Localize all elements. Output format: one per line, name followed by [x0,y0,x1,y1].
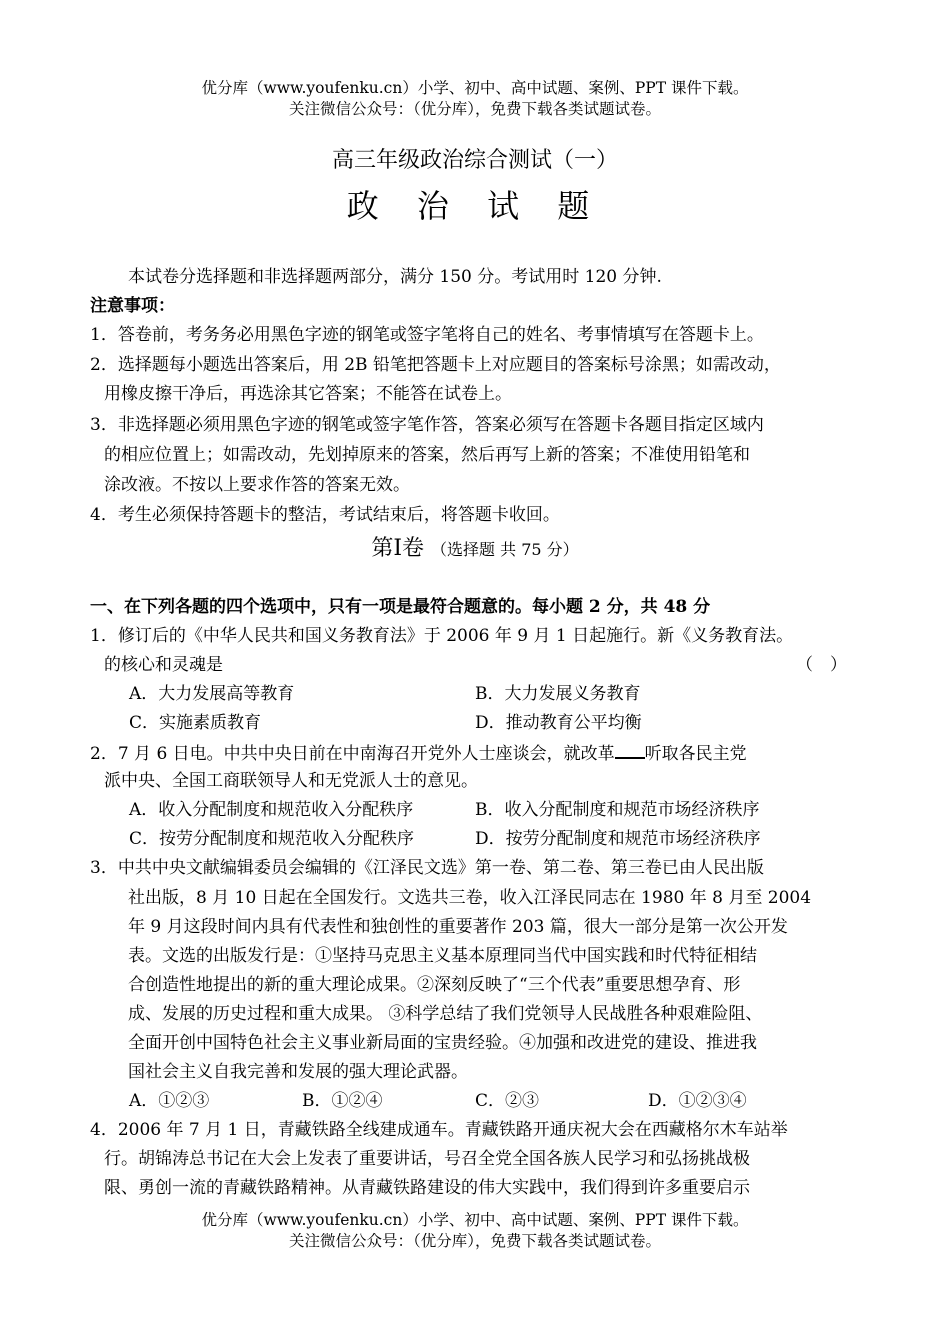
q3-line-3: 年 9 月这段时间内具有代表性和独创性的重要著作 203 篇，很大一部分是第一次公开发 [128,917,788,937]
q2-line-1 [90,741,747,765]
q3-line-6: 成、发展的历史过程和重大成果。 ③科学总结了我们党领导人民战胜各种艰难险阻、 [128,1004,763,1024]
q4-line-1: 4．2006 年 7 月 1 日，青藏铁路全线建成通车。青藏铁路开通庆祝大会在西藏格尔木车站举 [90,1120,788,1140]
q3-line-7: 全面开创中国特色社会主义事业新局面的宝贵经验。④加强和改进党的建设、推进我 [128,1033,757,1053]
header-line-2: 关注微信公众号：（优分库），免费下载各类试题试卷。 [288,100,661,118]
exam-intro: 本试卷分选择题和非选择题两部分，满分 150 分。考试用时 120 分钟. [128,267,662,287]
q2-option-d: D．按劳分配制度和规范市场经济秩序 [475,829,761,849]
note-3-line-2: 的相应位置上；如需改动，先划掉原来的答案，然后再写上新的答案；不准使用铅笔和 [104,445,750,465]
footer-line-1: 优分库（www.youfenku.cn）小学、初中、高中试题、案例、PPT 课件下载。 [201,1211,749,1229]
note-3-line-3: 涂改液。不按以上要求作答的答案无效。 [104,475,410,495]
q3-option-d: D．①②③④ [648,1091,747,1111]
notes-heading: 注意事项： [90,296,175,316]
note-2-line-2: 用橡皮擦干净后，再选涂其它答案；不能答在试卷上。 [104,384,512,404]
q2-option-a: A．收入分配制度和规范收入分配秩序 [129,800,414,820]
q3-option-b: B．①②④ [302,1091,383,1111]
part1-heading: 一、在下列各题的四个选项中，只有一项是最符合题意的。每小题 2 分，共 48 分 [90,597,711,617]
q4-line-2: 行。胡锦涛总书记在大会上发表了重要讲话，号召全党全国各族人民学习和弘扬挑战极 [104,1149,750,1169]
section-title-main: 第Ⅰ卷 [371,536,425,561]
note-1: 1．答卷前，考务务必用黑色字迹的钢笔或签字笔将自己的姓名、考事情填写在答题卡上。 [90,325,764,345]
q2-option-b: B．收入分配制度和规范市场经济秩序 [475,800,760,820]
q2-blank [615,741,645,759]
q1-line-2: 的核心和灵魂是 [104,655,223,675]
q2-line-1-end: 听取各民主党 [644,744,747,764]
q3-line-4: 表。文选的出版发行是：①坚持马克思主义基本原理同当代中国实践和时代特征相结 [128,946,757,966]
q1-answer-paren: （ ） [796,655,847,675]
q1-option-a: A．大力发展高等教育 [129,684,295,704]
section-title-sub: （选择题 共 75 分） [431,540,579,559]
q3-line-5: 合创造性地提出的新的重大理论成果。②深刻反映了“三个代表”重要思想孕育、形 [128,975,741,995]
q1-option-b: B．大力发展义务教育 [475,684,641,704]
footer-line-2: 关注微信公众号：（优分库），免费下载各类试题试卷。 [288,1232,661,1250]
q4-line-3: 限、勇创一流的青藏铁路精神。从青藏铁路建设的伟大实践中，我们得到许多重要启示 [104,1178,750,1198]
q3-option-a: A．①②③ [129,1091,210,1111]
q3-option-c: C．②③ [475,1091,540,1111]
section-title [0,534,950,565]
q2-option-c: C．按劳分配制度和规范收入分配秩序 [129,829,415,849]
note-2-line-1: 2．选择题每小题选出答案后，用 2B 铅笔把答题卡上对应题目的答案标号涂黑；如需改动， [90,355,781,375]
note-4: 4．考生必须保持答题卡的整洁，考试结束后，将答题卡收回。 [90,505,560,525]
header-line-1: 优分库（www.youfenku.cn）小学、初中、高中试题、案例、PPT 课件下载。 [201,79,749,97]
q3-line-8: 国社会主义自我完善和发展的强大理论武器。 [128,1062,468,1082]
q1-line-1: 1．修订后的《中华人民共和国义务教育法》于 2006 年 9 月 1 日起施行。新《义务教育法。 [90,626,794,646]
exam-subtitle: 高三年级政治综合测试（一） [331,148,618,173]
q3-line-1: 3．中共中央文献编辑委员会编辑的《江泽民文选》第一卷、第二卷、第三卷已由人民出版 [90,858,764,878]
q1-option-c: C．实施素质教育 [129,713,262,733]
q3-line-2: 社出版，8 月 10 日起在全国发行。文选共三卷，收入江泽民同志在 1980 年 8 月至 2004 [128,888,812,908]
q2-line-2: 派中央、全国工商联领导人和无党派人士的意见。 [104,771,478,791]
q2-line-1-start: 2．7 月 6 日电。中共中央日前在中南海召开党外人士座谈会，就改革 [90,744,615,764]
exam-title: 政 治 试 题 [346,187,604,225]
note-3-line-1: 3．非选择题必须用黑色字迹的钢笔或签字笔作答，答案必须写在答题卡各题目指定区域内 [90,415,764,435]
q1-option-d: D．推动教育公平均衡 [475,713,642,733]
